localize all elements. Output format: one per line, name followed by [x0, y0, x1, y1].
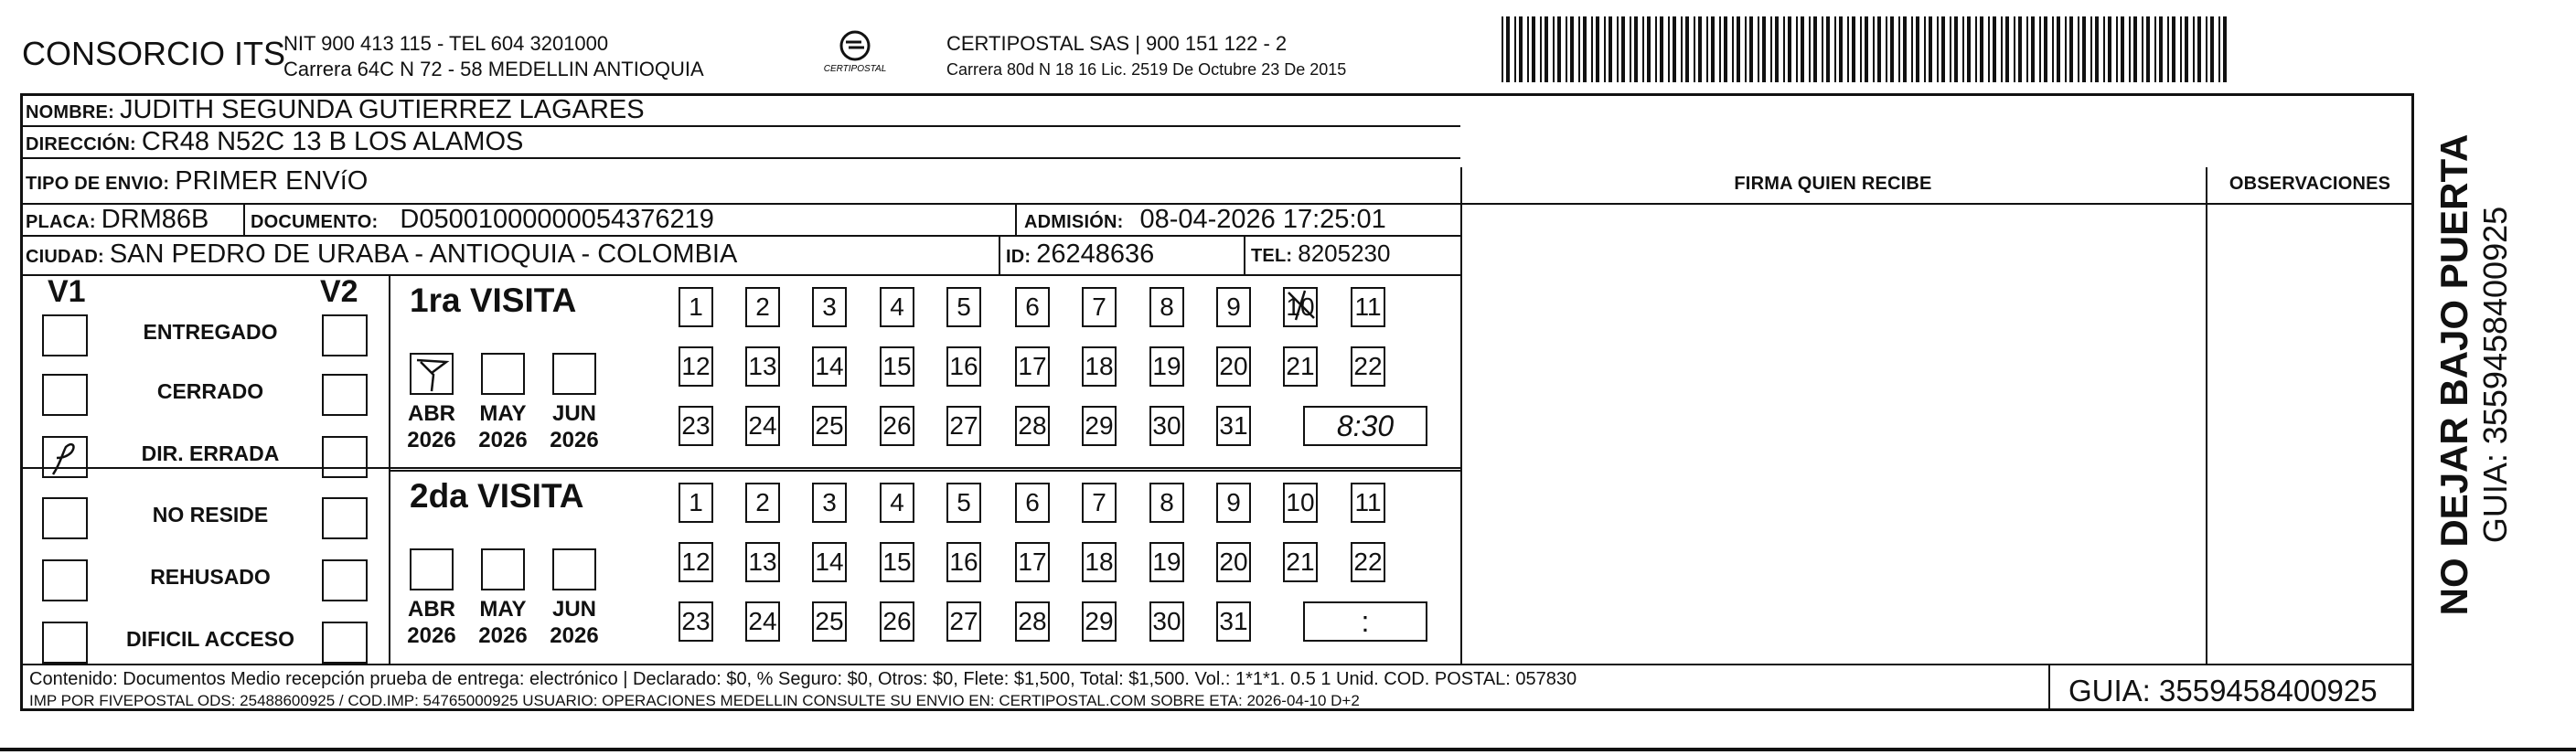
- direccion-label: DIRECCIÓN:: [26, 134, 136, 154]
- time-value: 8:30: [1336, 409, 1395, 442]
- day-number: 26: [882, 607, 912, 635]
- day-number: 7: [1092, 488, 1106, 516]
- day-number: 2: [755, 292, 770, 321]
- day-box[interactable]: [1149, 542, 1184, 582]
- observaciones-label: OBSERVACIONES: [2229, 174, 2391, 194]
- v1-checkbox[interactable]: [42, 436, 88, 478]
- day-box[interactable]: [745, 406, 780, 446]
- day-number: 25: [815, 411, 844, 440]
- placa-label: PLACA:: [26, 212, 96, 232]
- day-box[interactable]: [812, 346, 847, 387]
- ciudad-label: CIUDAD:: [26, 247, 104, 267]
- logo-text: CERTIPOSTAL: [823, 64, 887, 74]
- footer-content: Contenido: Documentos Medio recepción prueba de entrega: electrónico | Declarado: $0, % Seguro: $0, Otros: $0, Flete: $1,500, Total: $1,500. Vol.: 1*1*1. 0.5 1 Unid. COD. POSTAL: 057830: [29, 669, 1577, 689]
- status-label: DIR. ERRADA: [141, 441, 280, 465]
- day-number: 2: [755, 488, 770, 516]
- visit-title: 1ra VISITA: [410, 282, 577, 319]
- day-number: 13: [748, 352, 777, 380]
- day-box[interactable]: [946, 346, 981, 387]
- day-box[interactable]: [745, 346, 780, 387]
- month-checkbox[interactable]: [481, 353, 525, 395]
- checkmark-icon: [44, 438, 86, 476]
- month-checkbox[interactable]: [410, 548, 454, 590]
- day-number: 29: [1085, 411, 1114, 440]
- day-number: 8: [1160, 488, 1174, 516]
- day-box[interactable]: [679, 542, 713, 582]
- day-box[interactable]: [745, 542, 780, 582]
- day-box[interactable]: [1216, 542, 1251, 582]
- day-box[interactable]: [880, 542, 914, 582]
- month-label: [474, 400, 532, 453]
- day-number: 11: [1354, 292, 1382, 321]
- nombre-value: JUDITH SEGUNDA GUTIERREZ LAGARES: [119, 95, 645, 124]
- day-box[interactable]: [812, 406, 847, 446]
- placa-value: DRM86B: [101, 205, 209, 234]
- barcode: [1500, 13, 2231, 86]
- day-box[interactable]: [1015, 287, 1050, 327]
- day-number: 18: [1085, 548, 1114, 576]
- day-box[interactable]: [1351, 287, 1385, 327]
- day-box[interactable]: [1149, 287, 1184, 327]
- day-number: 29: [1085, 607, 1114, 635]
- documento-value: D05001000000054376219: [400, 205, 714, 234]
- day-box[interactable]: [1351, 542, 1385, 582]
- v1-checkbox[interactable]: [42, 374, 88, 416]
- day-box[interactable]: [1283, 483, 1318, 523]
- month-year: 2026: [550, 623, 599, 648]
- side-guia: GUIA: 3559458400925: [2476, 206, 2514, 544]
- tipo-envio-label: TIPO DE ENVIO:: [26, 174, 170, 194]
- admision-value: 08-04-2026 17:25:01: [1139, 205, 1386, 234]
- month-mark-icon: [412, 355, 452, 393]
- day-box[interactable]: [946, 483, 981, 523]
- day-number: 14: [815, 352, 844, 380]
- day-box[interactable]: [1216, 406, 1251, 446]
- day-mark-icon: [1283, 287, 1320, 324]
- company-name: CONSORCIO ITS: [22, 35, 286, 72]
- month-name: JUN: [551, 597, 596, 622]
- v2-checkbox[interactable]: [322, 314, 368, 356]
- status-label: DIFICIL ACCESO: [125, 627, 294, 651]
- v2-checkbox[interactable]: [322, 436, 368, 478]
- day-box[interactable]: [1216, 346, 1251, 387]
- month-name: JUN: [551, 401, 596, 426]
- footer-print-info: IMP POR FIVEPOSTAL ODS: 25488600925 / COD.IMP: 54765000925 USUARIO: OPERACIONES MEDELLIN CONSULTE SU ENVIO EN: CERTIPOSTAL.COM SOBRE ETA: 2026-04-10 D+2: [29, 692, 1360, 709]
- v2-checkbox[interactable]: [322, 374, 368, 416]
- day-number: 9: [1226, 292, 1241, 321]
- day-box[interactable]: [880, 406, 914, 446]
- month-name: ABR: [408, 401, 455, 426]
- day-box[interactable]: [946, 406, 981, 446]
- day-number: 17: [1018, 548, 1047, 576]
- day-number: 24: [748, 607, 777, 635]
- footer-guia: GUIA: 3559458400925: [2068, 674, 2378, 707]
- day-box[interactable]: [1283, 542, 1318, 582]
- nombre-label: NOMBRE:: [26, 102, 114, 122]
- time-value: :: [1361, 604, 1370, 638]
- month-label: [402, 596, 461, 649]
- day-number: 21: [1286, 548, 1315, 576]
- day-box[interactable]: [745, 601, 780, 642]
- day-number: 24: [748, 411, 777, 440]
- day-number: 19: [1152, 352, 1181, 380]
- day-box[interactable]: [1149, 601, 1184, 642]
- day-number: 7: [1092, 292, 1106, 321]
- day-number: 12: [681, 352, 711, 380]
- day-number: 20: [1219, 548, 1248, 576]
- day-number: 5: [957, 292, 971, 321]
- day-box[interactable]: [1082, 346, 1117, 387]
- month-name: MAY: [479, 401, 527, 426]
- day-box[interactable]: [812, 287, 847, 327]
- day-number: 28: [1018, 411, 1047, 440]
- month-name: ABR: [408, 597, 455, 622]
- day-number: 23: [681, 607, 711, 635]
- day-number: 13: [748, 548, 777, 576]
- day-box[interactable]: [679, 406, 713, 446]
- month-year: 2026: [407, 428, 456, 452]
- courier-line-2: Carrera 80d N 18 16 Lic. 2519 De Octubre 23 De 2015: [946, 60, 1347, 79]
- day-box[interactable]: [1149, 406, 1184, 446]
- direccion-value: CR48 N52C 13 B LOS ALAMOS: [141, 127, 524, 156]
- status-label: ENTREGADO: [143, 320, 278, 344]
- visit-title: 2da VISITA: [410, 477, 584, 515]
- day-box[interactable]: [1216, 483, 1251, 523]
- day-number: 22: [1353, 548, 1383, 576]
- firma-label: FIRMA QUIEN RECIBE: [1734, 174, 1932, 194]
- v2-header: V2: [320, 274, 358, 309]
- company-line-2: Carrera 64C N 72 - 58 MEDELLIN ANTIOQUIA: [283, 58, 704, 80]
- v2-checkbox[interactable]: [322, 622, 368, 664]
- day-number: 22: [1353, 352, 1383, 380]
- day-box[interactable]: [679, 601, 713, 642]
- month-label: [474, 596, 532, 649]
- day-box[interactable]: [1149, 483, 1184, 523]
- month-year: 2026: [478, 623, 528, 648]
- day-box[interactable]: [812, 601, 847, 642]
- day-number: 6: [1025, 488, 1040, 516]
- v2-checkbox[interactable]: [322, 559, 368, 601]
- day-box[interactable]: [745, 483, 780, 523]
- day-box[interactable]: [880, 346, 914, 387]
- day-number: 19: [1152, 548, 1181, 576]
- day-box[interactable]: [1082, 406, 1117, 446]
- tipo-envio-value: PRIMER ENVíO: [175, 166, 369, 196]
- documento-label: DOCUMENTO:: [251, 212, 379, 232]
- month-checkbox[interactable]: [552, 548, 596, 590]
- day-number: 28: [1018, 607, 1047, 635]
- day-number: 30: [1152, 411, 1181, 440]
- day-box[interactable]: [1351, 346, 1385, 387]
- day-box[interactable]: [679, 287, 713, 327]
- day-number: 26: [882, 411, 912, 440]
- time-box[interactable]: [1303, 406, 1427, 446]
- v1-checkbox[interactable]: [42, 622, 88, 664]
- month-checkbox[interactable]: [410, 353, 454, 395]
- day-number: 8: [1160, 292, 1174, 321]
- day-box[interactable]: [1082, 542, 1117, 582]
- day-box[interactable]: [745, 287, 780, 327]
- day-box[interactable]: [880, 287, 914, 327]
- day-number: 6: [1025, 292, 1040, 321]
- day-box[interactable]: [946, 601, 981, 642]
- id-label: ID:: [1006, 247, 1031, 267]
- day-number: 31: [1219, 411, 1248, 440]
- day-box[interactable]: [679, 346, 713, 387]
- day-box[interactable]: [880, 483, 914, 523]
- day-box[interactable]: [1015, 406, 1050, 446]
- day-number: 11: [1354, 488, 1382, 516]
- day-box[interactable]: [1149, 346, 1184, 387]
- day-box[interactable]: [946, 542, 981, 582]
- day-box[interactable]: [1216, 601, 1251, 642]
- v1-header: V1: [48, 274, 86, 309]
- day-number: 10: [1286, 292, 1315, 321]
- day-number: 5: [957, 488, 971, 516]
- day-box[interactable]: [1283, 346, 1318, 387]
- day-number: 4: [890, 488, 904, 516]
- company-line-1: NIT 900 413 115 - TEL 604 3201000: [283, 32, 609, 55]
- day-number: 25: [815, 607, 844, 635]
- day-box[interactable]: [1082, 601, 1117, 642]
- month-year: 2026: [478, 428, 528, 452]
- tel-label: TEL:: [1251, 246, 1293, 266]
- day-box[interactable]: [679, 483, 713, 523]
- v1-checkbox[interactable]: [42, 314, 88, 356]
- day-number: 16: [949, 352, 978, 380]
- day-number: 27: [949, 607, 978, 635]
- month-name: MAY: [479, 597, 527, 622]
- day-number: 1: [689, 488, 703, 516]
- day-number: 30: [1152, 607, 1181, 635]
- day-number: 1: [689, 292, 703, 321]
- v1-checkbox[interactable]: [42, 559, 88, 601]
- day-box[interactable]: [1351, 483, 1385, 523]
- day-box[interactable]: [1015, 346, 1050, 387]
- day-number: 15: [882, 548, 912, 576]
- day-number: 23: [681, 411, 711, 440]
- admision-label: ADMISIÓN:: [1024, 212, 1124, 232]
- day-box[interactable]: [1015, 542, 1050, 582]
- day-number: 14: [815, 548, 844, 576]
- day-box[interactable]: [812, 483, 847, 523]
- certipostal-logo: [805, 29, 905, 75]
- status-label: REHUSADO: [150, 565, 271, 589]
- day-box[interactable]: [880, 601, 914, 642]
- day-number: 15: [882, 352, 912, 380]
- day-number: 31: [1219, 607, 1248, 635]
- day-number: 10: [1286, 488, 1315, 516]
- day-box[interactable]: [1216, 287, 1251, 327]
- courier-line-1: CERTIPOSTAL SAS | 900 151 122 - 2: [946, 32, 1288, 55]
- id-value: 26248636: [1036, 239, 1155, 269]
- day-box[interactable]: [1082, 483, 1117, 523]
- day-box[interactable]: [1082, 287, 1117, 327]
- day-number: 12: [681, 548, 711, 576]
- day-number: 18: [1085, 352, 1114, 380]
- month-label: [545, 400, 604, 453]
- status-label: NO RESIDE: [152, 503, 269, 526]
- month-checkbox[interactable]: [481, 548, 525, 590]
- tel-value: 8205230: [1298, 239, 1391, 267]
- day-number: 20: [1219, 352, 1248, 380]
- day-box[interactable]: [812, 542, 847, 582]
- v2-checkbox[interactable]: [322, 497, 368, 539]
- side-warning: NO DEJAR BAJO PUERTA: [2432, 133, 2475, 616]
- day-number: 4: [890, 292, 904, 321]
- day-box[interactable]: [1283, 287, 1318, 327]
- month-year: 2026: [407, 623, 456, 648]
- day-number: 27: [949, 411, 978, 440]
- day-box[interactable]: [946, 287, 981, 327]
- day-number: 16: [949, 548, 978, 576]
- month-year: 2026: [550, 428, 599, 452]
- status-label: CERRADO: [156, 379, 264, 403]
- time-box[interactable]: [1303, 601, 1427, 642]
- day-box[interactable]: [1015, 483, 1050, 523]
- month-label: [402, 400, 461, 453]
- day-box[interactable]: [1015, 601, 1050, 642]
- day-number: 21: [1286, 352, 1315, 380]
- month-label: [545, 596, 604, 649]
- day-number: 9: [1226, 488, 1241, 516]
- day-number: 3: [822, 488, 837, 516]
- day-number: 17: [1018, 352, 1047, 380]
- month-checkbox[interactable]: [552, 353, 596, 395]
- ciudad-value: SAN PEDRO DE URABA - ANTIOQUIA - COLOMBIA: [109, 239, 738, 269]
- day-number: 3: [822, 292, 837, 321]
- v1-checkbox[interactable]: [42, 497, 88, 539]
